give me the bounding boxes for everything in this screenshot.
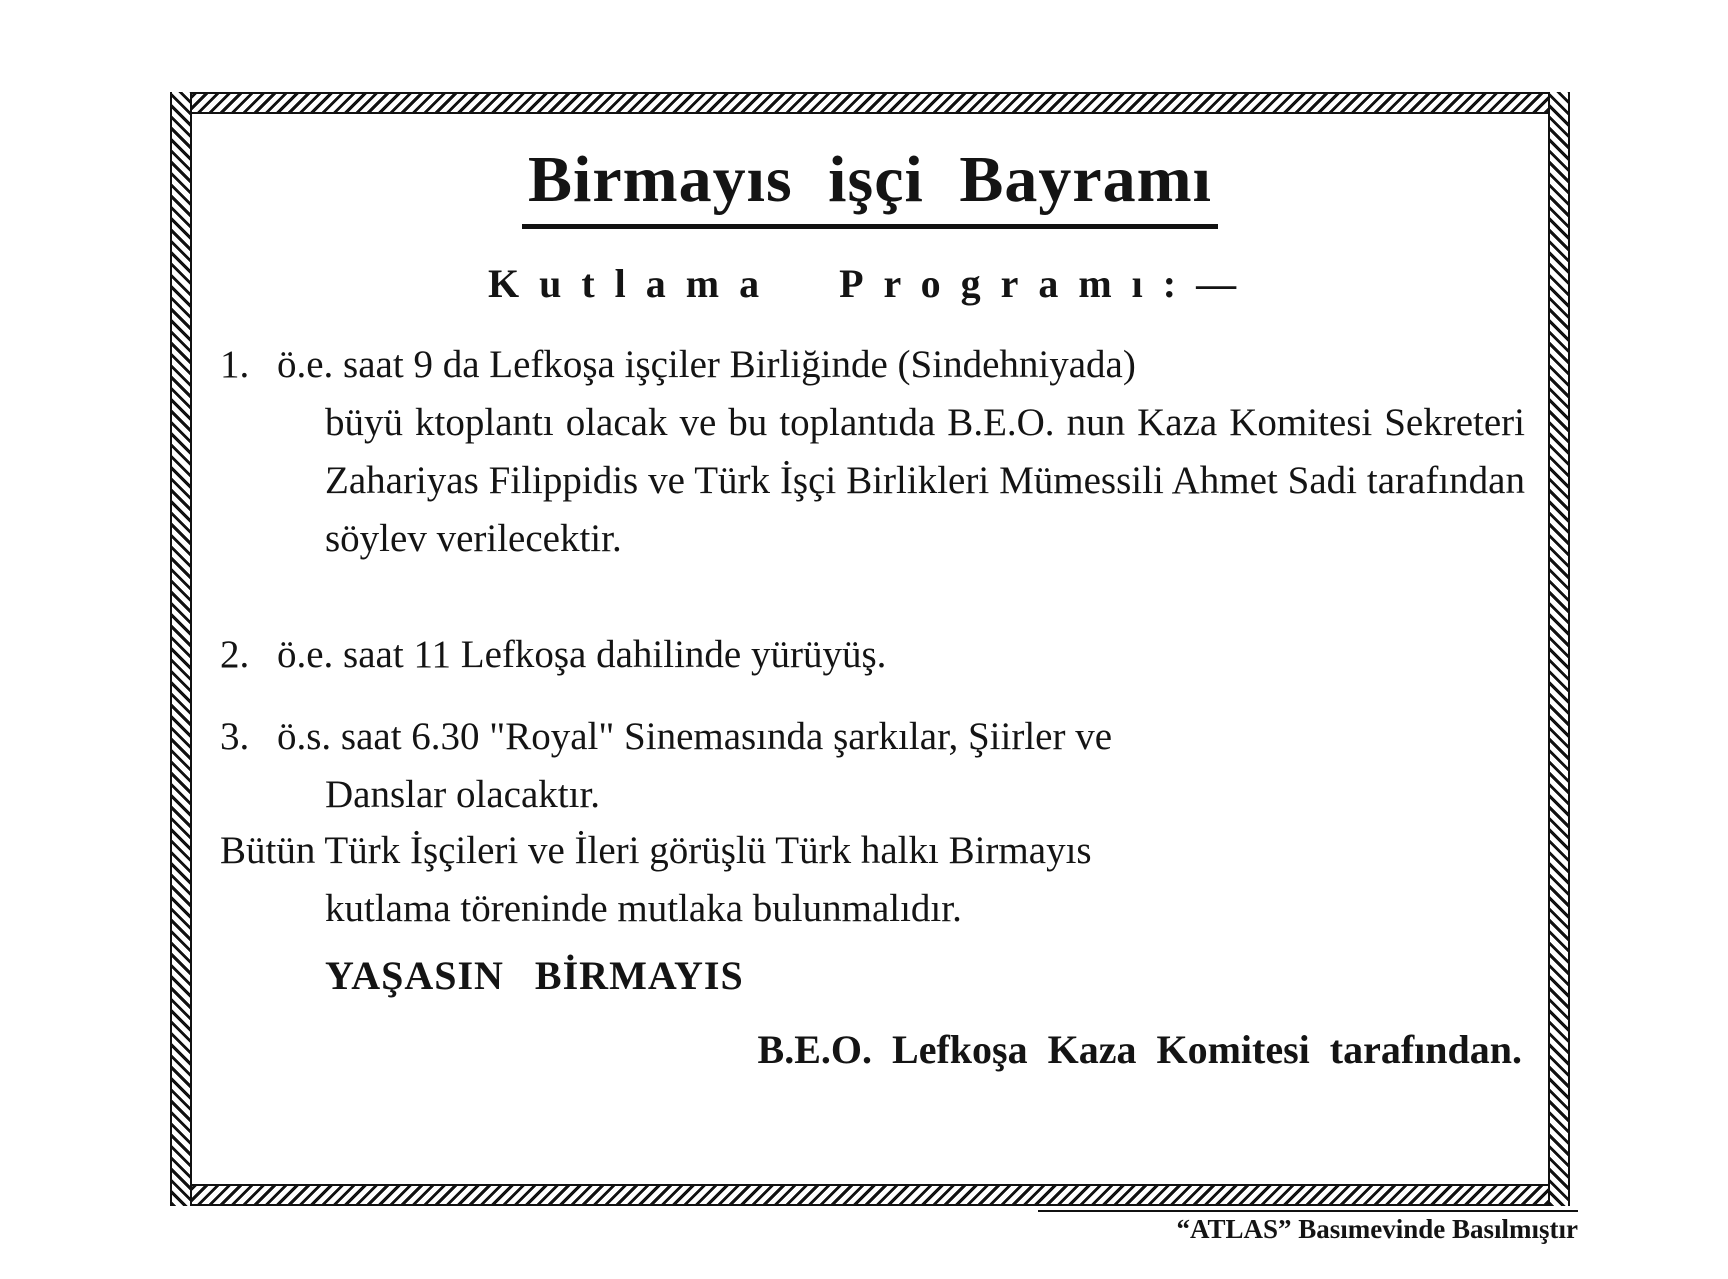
signature: B.E.O. Lefkoşa Kaza Komitesi tarafından. (757, 1027, 1522, 1072)
item-body (277, 626, 1525, 684)
appeal-paragraph (220, 822, 1525, 938)
printer-credit: “ATLAS” Basımevinde Basılmıştır (1038, 1210, 1578, 1246)
notice-subtitle: Kutlama Programı:— (488, 261, 1257, 306)
program-item-1 (220, 336, 1525, 568)
item-number: 3. (220, 715, 250, 758)
title-block (490, 138, 1250, 229)
appeal-line-1: Bütün Türk İşçileri ve İleri görüşlü Türk halkı Birmayıs (220, 829, 1092, 872)
item-first-line: ö.s. saat 6.30 "Royal" Sinemasında şarkılar, Şiirler ve (277, 715, 1113, 758)
item-first-line: ö.e. saat 11 Lefkoşa dahilinde yürüyüş. (277, 633, 887, 676)
item-rest: büyü ktoplantı olacak ve bu toplantıda B.E.O. nun Kaza Komitesi Sekreteri Zahariyas Filippidis ve Türk İşçi Birlikleri Mümessili Ahmet Sadi tarafından söylev verilecektir. (325, 401, 1525, 560)
item-number: 1. (220, 343, 250, 386)
border-right (1548, 92, 1570, 1206)
item-body (277, 336, 1525, 568)
item-body (277, 708, 1525, 824)
border-top (170, 92, 1570, 114)
border-bottom (170, 1184, 1570, 1206)
appeal-line-2: kutlama töreninde mutlaka bulunmalıdır. (325, 887, 962, 930)
notice-frame (170, 92, 1570, 1206)
item-number: 2. (220, 633, 250, 676)
border-left (170, 92, 192, 1206)
item-rest: Danslar olacaktır. (325, 773, 601, 816)
program-item-2 (220, 626, 1525, 684)
notice-title: Birmayıs işçi Bayramı (522, 138, 1218, 229)
item-first-line: ö.e. saat 9 da Lefkoşa işçiler Birliğinde (Sindehniyada) (277, 343, 1136, 386)
slogan: YAŞASIN BİRMAYIS (325, 953, 744, 998)
program-item-3 (220, 708, 1525, 824)
